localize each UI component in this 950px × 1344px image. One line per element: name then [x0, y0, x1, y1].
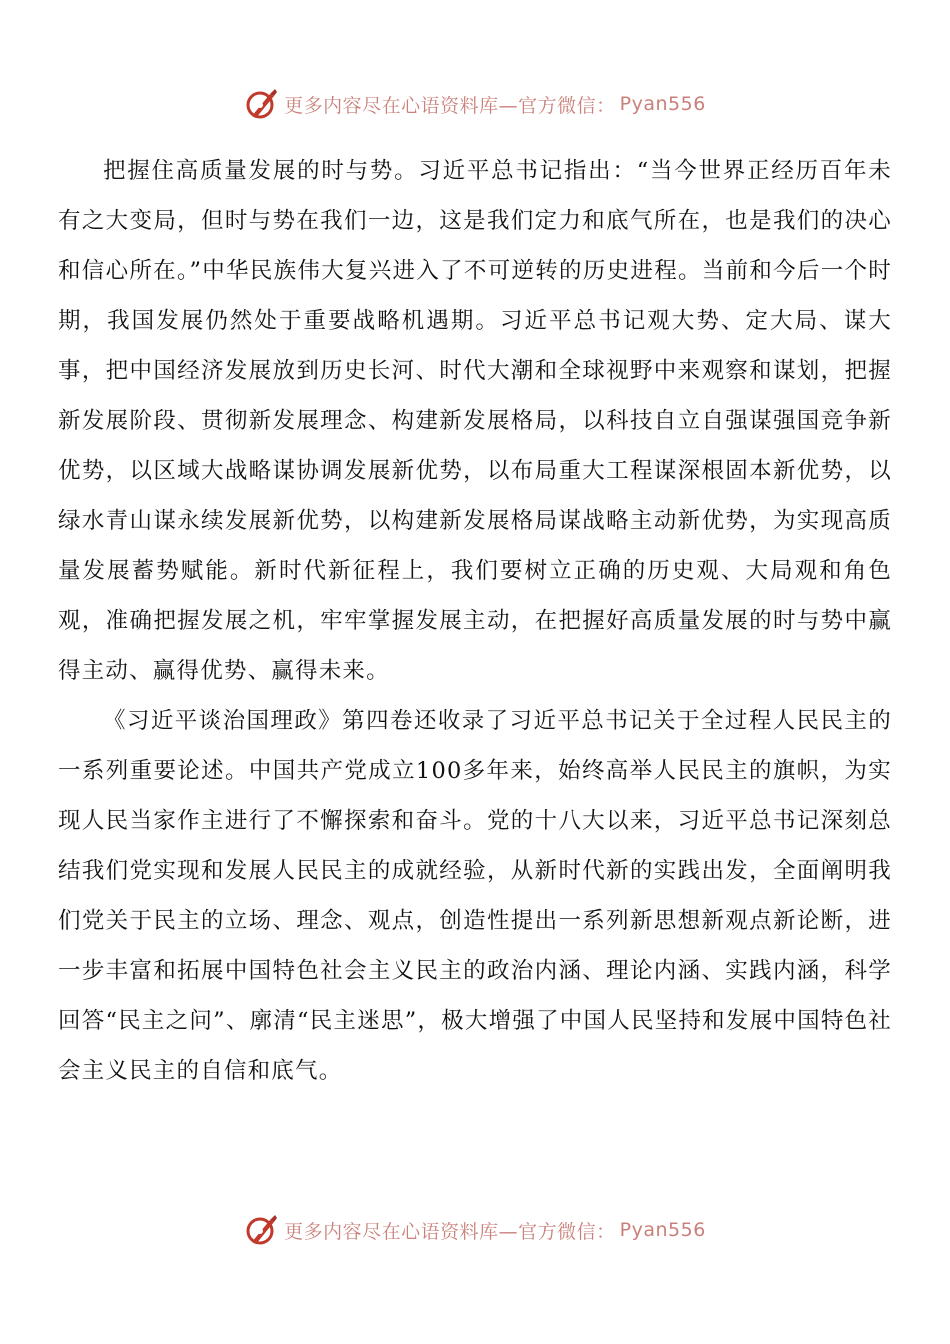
watermark-wechat-id: Pyan556 [619, 1219, 706, 1241]
document-body [58, 146, 892, 1096]
header-watermark [0, 86, 950, 122]
watermark-text: 更多内容尽在心语资料库—官方微信： [284, 94, 616, 117]
pen-logo-icon [244, 86, 280, 122]
footer-watermark [0, 1212, 950, 1248]
watermark-wechat-id: Pyan556 [619, 93, 706, 115]
pen-logo-icon [244, 1212, 280, 1248]
watermark-text: 更多内容尽在心语资料库—官方微信： [284, 1220, 616, 1243]
paragraph: 《习近平谈治国理政》第四卷还收录了习近平总书记关于全过程人民民主的一系列重要论述。中国共产党成立100多年来，始终高举人民民主的旗帜，为实现人民当家作主进行了不懈探索和奋斗。党的十八大以来，习近平总书记深刻总结我们党实现和发展人民民主的成就经验，从新时代新的实践出发，全面阐明我们党关于民主的立场、理念、观点，创造性提出一系列新思想新观点新论断，进一步丰富和拓展中国特色社会主义民主的政治内涵、理论内涵、实践内涵，科学回答“民主之问”、廓清“民主迷思”，极大增强了中国人民坚持和发展中国特色社会主义民主的自信和底气。 [58, 708, 892, 1084]
paragraph: 把握住高质量发展的时与势。习近平总书记指出：“当今世界正经历百年未有之大变局，但时与势在我们一边，这是我们定力和底气所在，也是我们的决心和信心所在。”中华民族伟大复兴进入了不可逆转的历史进程。当前和今后一个时期，我国发展仍然处于重要战略机遇期。习近平总书记观大势、定大局、谋大事，把中国经济发展放到历史长河、时代大潮和全球视野中来观察和谋划，把握新发展阶段、贯彻新发展理念、构建新发展格局，以科技自立自强谋强国竞争新优势，以区域大战略谋协调发展新优势，以布局重大工程谋深根固本新优势，以绿水青山谋永续发展新优势，以构建新发展格局谋战略主动新优势，为实现高质量发展蓄势赋能。新时代新征程上，我们要树立正确的历史观、大局观和角色观，准确把握发展之机，牢牢掌握发展主动，在把握好高质量发展的时与势中赢得主动、赢得优势、赢得未来。 [58, 158, 892, 684]
